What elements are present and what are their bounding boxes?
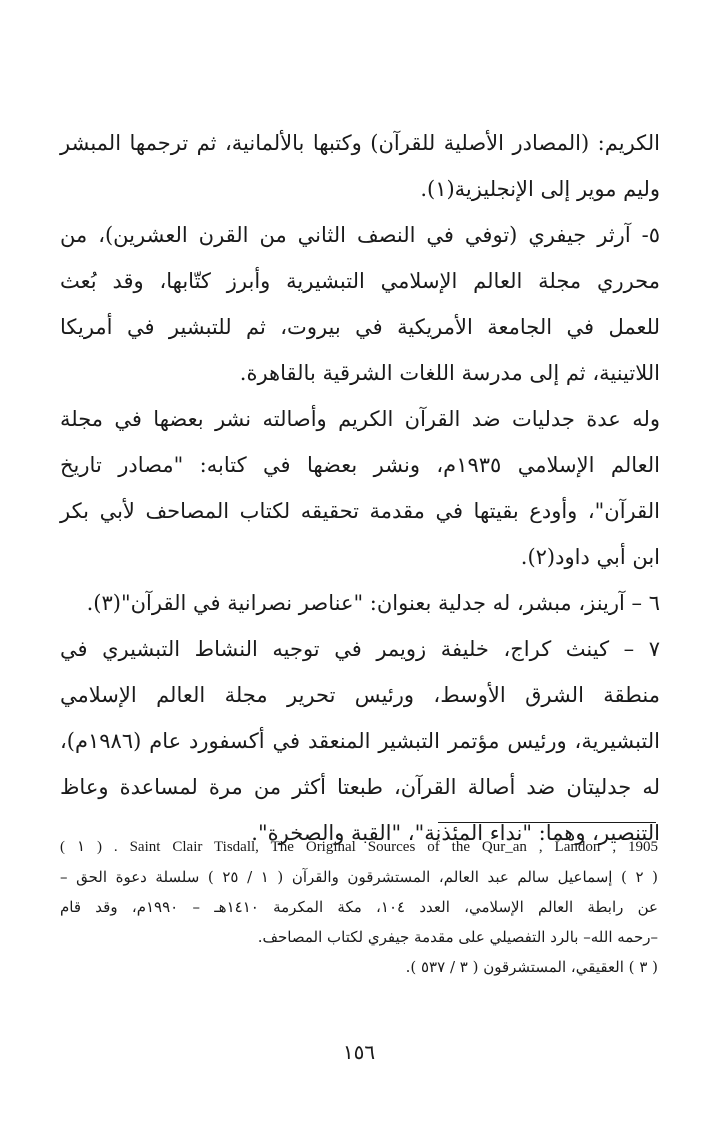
text-line: اللاتينية، ثم إلى مدرسة اللغات الشرقية بالقاهرة. [239,361,660,385]
main-text [60,120,660,856]
text-line: التبشيرية، ورئيس مؤتمر التبشير المنعقد في أكسفورد عام (١٩٨٦م)، [60,729,660,753]
text-line: ٥- آرثر جيفري (توفي في النصف الثاني من القرن العشرين)، من [60,223,660,247]
page-number: ١٥٦ [342,1040,376,1064]
text-line: للعمل في الجامعة الأمريكية في بيروت، ثم للتبشير في أمريكا [60,315,660,339]
footnote-line: ( ٣ ) العقيقي، المستشرقون ( ٣ / ٥٣٧ ). [405,958,658,976]
text-line: ابن أبي داود(٢). [520,545,660,569]
text-line: منطقة الشرق الأوسط، ورئيس تحرير مجلة العالم الإسلامي [60,683,660,707]
footnote-line: عن رابطة العالم الإسلامي، العدد ١٠٤، مكة المكرمة ١٤١٠هـ – ١٩٩٠م، وقد قام [60,898,658,916]
footnote-line: Saint Clair Tisdall, The Original Sources of the Qur_an , Landon , 1905 . ( ١ ) [60,839,659,855]
footnote-line: –رحمه الله– بالرد التفصيلي على مقدمة جيفري لكتاب المصاحف. [257,928,658,946]
text-line: التنصير، وهما: "نداء المئذنة"، "القبة والصخرة". [251,821,660,845]
footnotes [60,832,658,982]
text-line: محرري مجلة العالم الإسلامي التبشيرية وأبرز كتّابها، وقد بُعث [60,269,660,293]
text-line: وليم موير إلى الإنجليزية(١). [420,177,660,201]
text-line: وله عدة جدليات ضد القرآن الكريم وأصالته نشر بعضها في مجلة [60,407,660,431]
text-line: العالم الإسلامي ١٩٣٥م، ونشر بعضها في كتابه: "مصادر تاريخ [60,453,660,477]
text-line: الكريم: (المصادر الأصلية للقرآن) وكتبها بالألمانية، ثم ترجمها المبشر [60,131,660,155]
footnote-line: ( ٢ ) إسماعيل سالم عبد العالم، المستشرقون والقرآن ( ١ / ٢٥ ) سلسلة دعوة الحق – [60,868,658,886]
text-line: ٧ – كينث كراج، خليفة زويمر في توجيه النشاط التبشيري في [60,637,660,661]
footnote-divider [438,822,656,823]
text-line: القرآن"، وأودع بقيتها في مقدمة تحقيقه لكتاب المصاحف لأبي بكر [60,499,660,523]
text-line: له جدليتان ضد أصالة القرآن، طبعتا أكثر من مرة لمساعدة وعاظ [60,775,660,799]
text-line: ٦ – آرينز، مبشر، له جدلية بعنوان: "عناصر نصرانية في القرآن"(٣). [86,591,660,615]
